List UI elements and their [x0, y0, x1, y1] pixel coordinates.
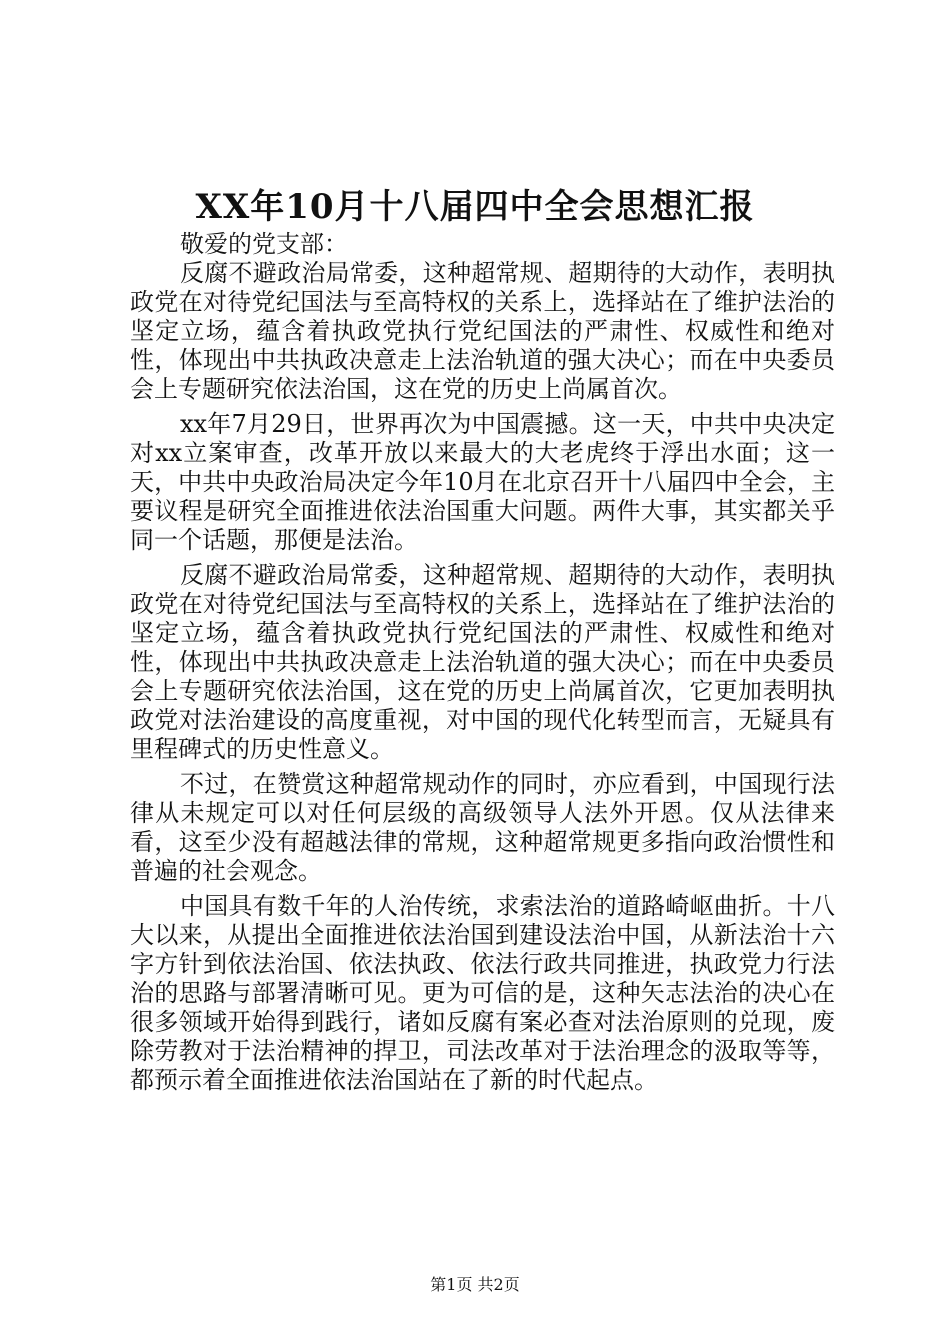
- page-footer: 第1页 共2页: [430, 1275, 520, 1294]
- document-body: [130, 230, 835, 1095]
- document-title: XX年10月十八届四中全会思想汇报: [195, 187, 755, 227]
- paragraph-4: 不过，在赞赏这种超常规动作的同时，亦应看到，中国现行法律从未规定可以对任何层级的高级领导人法外开恩。仅从法律来看，这至少没有超越法律的常规，这种超常规更多指向政治惯性和普遍的社会观念。: [130, 770, 835, 885]
- paragraph-5: 中国具有数千年的人治传统，求索法治的道路崎岖曲折。十八大以来，从提出全面推进依法治国到建设法治中国，从新法治十六字方针到依法治国、依法执政、依法行政共同推进，执政党力行法治的思路与部署清晰可见。更为可信的是，这种矢志法治的决心在很多领域开始得到践行，诸如反腐有案必查对法治原则的兑现，废除劳教对于法治精神的捍卫，司法改革对于法治理念的汲取等等，都预示着全面推进依法治国站在了新的时代起点。: [130, 892, 835, 1094]
- paragraph-2: xx年7月29日，世界再次为中国震撼。这一天，中共中央决定对xx立案审查，改革开放以来最大的大老虎终于浮出水面；这一天，中共中央政治局决定今年10月在北京召开十八届四中全会，主要议程是研究全面推进依法治国重大问题。两件大事，其实都关乎同一个话题，那便是法治。: [130, 410, 835, 554]
- paragraph-3: 反腐不避政治局常委，这种超常规、超期待的大动作，表明执政党在对待党纪国法与至高特权的关系上，选择站在了维护法治的坚定立场，蕴含着执政党执行党纪国法的严肃性、权威性和绝对性，体现出中共执政决意走上法治轨道的强大决心；而在中央委员会上专题研究依法治国，这在党的历史上尚属首次，它更加表明执政党对法治建设的高度重视，对中国的现代化转型而言，无疑具有里程碑式的历史性意义。: [130, 561, 835, 763]
- salutation: 敬爱的党支部：: [180, 230, 348, 258]
- paragraph-1: 反腐不避政治局常委，这种超常规、超期待的大动作，表明执政党在对待党纪国法与至高特权的关系上，选择站在了维护法治的坚定立场，蕴含着执政党执行党纪国法的严肃性、权威性和绝对性，体现出中共执政决意走上法治轨道的强大决心；而在中央委员会上专题研究依法治国，这在党的历史上尚属首次。: [130, 259, 835, 403]
